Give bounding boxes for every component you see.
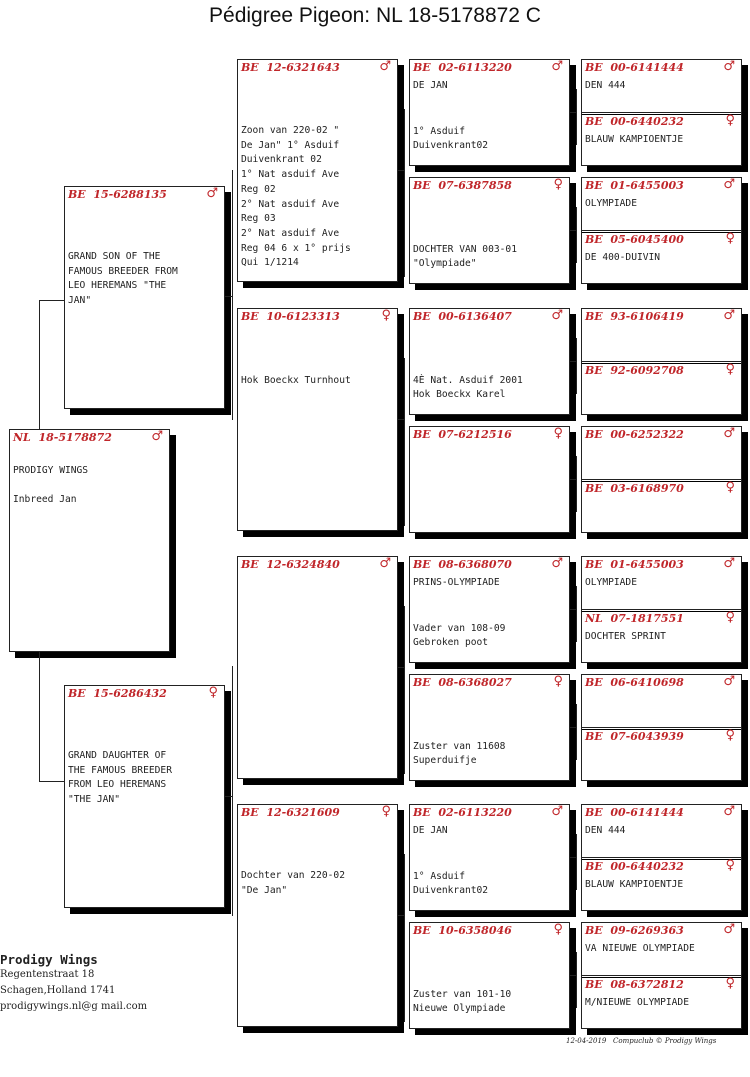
connector-line — [39, 781, 64, 782]
connector-line — [398, 915, 404, 916]
gen4-divider — [582, 112, 741, 113]
sex-symbol: ♀ — [725, 113, 735, 128]
mother-card — [64, 685, 225, 908]
grandparent-card — [237, 59, 398, 282]
gen4-name: DOCHTER SPRINT — [585, 631, 666, 642]
gen4-pair-card — [581, 556, 742, 663]
connector-line — [39, 652, 40, 782]
gen4-male — [582, 427, 741, 479]
page-title: Pédigree Pigeon: NL 18-5178872 C — [209, 4, 541, 27]
father-text: FAMOUS BREEDER FROM — [68, 265, 178, 277]
sex-symbol: ♀ — [553, 674, 563, 689]
owner-address: Regentenstraat 18 — [0, 969, 95, 980]
ring-number: BE 12-6321643 — [241, 61, 340, 74]
ring-number: BE 08-6372812 — [585, 978, 684, 991]
connector-line — [570, 112, 576, 113]
great-grandparent-card — [409, 922, 570, 1029]
sex-symbol: ♀ — [381, 804, 391, 819]
ring-number: BE 00-6440232 — [585, 860, 684, 873]
ggp-note: Zuster van 11608 — [413, 740, 506, 752]
ggp-note: Duivenkrant02 — [413, 885, 489, 897]
gen4-pair-card — [581, 308, 742, 415]
sex-symbol: ♀ — [553, 426, 563, 441]
grandparent-text: Hok Boeckx Turnhout — [241, 375, 351, 386]
sex-symbol: ♀ — [381, 308, 391, 323]
father-text: JAN" — [68, 295, 92, 307]
gen4-divider — [582, 609, 741, 610]
grandparent-card — [237, 308, 398, 531]
grandparent-text: Duivenkrant 02 — [241, 154, 322, 166]
subject-text: Inbreed Jan — [13, 494, 77, 506]
connector-line — [570, 727, 576, 728]
sex-symbol: ♂ — [723, 177, 735, 192]
gen4-pair-card — [581, 426, 742, 533]
connector-line — [39, 300, 40, 430]
gen4-divider — [582, 479, 741, 480]
grandparent-text: 1° Nat asduif Ave — [241, 169, 340, 181]
gen4-name: VA NIEUWE OLYMPIADE — [585, 943, 695, 954]
gen4-divider — [582, 230, 741, 231]
gen4-female — [582, 611, 741, 663]
grandparent-text: Qui 1/1214 — [241, 257, 299, 269]
ring-number: BE 10-6123313 — [241, 310, 340, 323]
ggp-name: DE JAN — [413, 80, 448, 91]
gen4-male — [582, 923, 741, 975]
sex-symbol: ♂ — [379, 556, 391, 571]
gen4-male — [582, 178, 741, 230]
sex-symbol: ♂ — [551, 59, 563, 74]
great-grandparent-card — [409, 426, 570, 533]
connector-line — [576, 704, 577, 760]
ring-number: BE 15-6288135 — [68, 188, 167, 201]
ggp-note: 1° Asduif — [413, 125, 465, 137]
father-text: GRAND SON OF THE — [68, 251, 161, 262]
sex-symbol: ♀ — [725, 858, 735, 873]
connector-line — [404, 109, 405, 277]
ring-number: BE 12-6324840 — [241, 558, 340, 571]
gen4-name: DE 400-DUIVIN — [585, 252, 661, 263]
gen4-female — [582, 729, 741, 781]
connector-line — [576, 207, 577, 263]
connector-line — [576, 456, 577, 512]
ggp-note: Gebroken poot — [413, 637, 489, 649]
gen4-female — [582, 232, 741, 284]
sex-symbol: ♀ — [553, 922, 563, 937]
sex-symbol: ♂ — [551, 556, 563, 571]
ring-number: BE 01-6455003 — [585, 558, 684, 571]
connector-line — [576, 338, 577, 394]
mother-text: FROM LEO HEREMANS — [68, 779, 167, 791]
gen4-female — [582, 977, 741, 1029]
connector-line — [232, 666, 233, 916]
mother-text: "THE JAN" — [68, 794, 120, 806]
sex-symbol: ♂ — [723, 922, 735, 937]
ring-number: BE 12-6321609 — [241, 806, 340, 819]
gen4-female — [582, 481, 741, 533]
connector-line — [404, 606, 405, 774]
connector-line — [39, 300, 64, 301]
ring-number: BE 15-6286432 — [68, 687, 167, 700]
sex-symbol: ♂ — [551, 804, 563, 819]
father-text: LEO HEREMANS "THE — [68, 280, 167, 292]
connector-line — [576, 952, 577, 1008]
ggp-note: Zuster van 101-10 — [413, 988, 512, 1000]
gen4-male — [582, 557, 741, 609]
sex-symbol: ♂ — [206, 186, 218, 201]
great-grandparent-card — [409, 177, 570, 284]
connector-line — [576, 89, 577, 145]
sex-symbol: ♀ — [208, 685, 218, 700]
ggp-name: DE JAN — [413, 825, 448, 836]
grandparent-text: Dochter van 220-02 — [241, 870, 345, 881]
connector-line — [570, 479, 576, 480]
connector-line — [225, 796, 232, 797]
mother-text: GRAND DAUGHTER OF — [68, 750, 167, 761]
gen4-name: M/NIEUWE OLYMPIADE — [585, 997, 689, 1008]
ggp-name: PRINS-OLYMPIADE — [413, 577, 500, 588]
ring-number: BE 00-6252322 — [585, 428, 684, 441]
sex-symbol: ♀ — [725, 362, 735, 377]
gen4-divider — [582, 857, 741, 858]
ring-number: BE 02-6113220 — [413, 61, 512, 74]
gen4-male — [582, 309, 741, 361]
connector-line — [225, 296, 232, 297]
ggp-note: DOCHTER VAN 003-01 — [413, 243, 517, 255]
gen4-divider — [582, 727, 741, 728]
connector-line — [570, 230, 576, 231]
sex-symbol: ♂ — [723, 59, 735, 74]
sex-symbol: ♂ — [151, 429, 163, 444]
gen4-pair-card — [581, 177, 742, 284]
ring-number: BE 00-6440232 — [585, 115, 684, 128]
gen4-divider — [582, 361, 741, 362]
ring-number: BE 05-6045400 — [585, 233, 684, 246]
gen4-name: OLYMPIADE — [585, 577, 637, 588]
gen4-pair-card — [581, 674, 742, 781]
sex-symbol: ♂ — [723, 804, 735, 819]
connector-line — [570, 609, 576, 610]
grandparent-text: Reg 04 6 x 1° prijs — [241, 242, 351, 254]
gen4-name: OLYMPIADE — [585, 198, 637, 209]
connector-line — [570, 361, 576, 362]
connector-line — [404, 358, 405, 526]
grandparent-card — [237, 556, 398, 779]
ring-number: BE 06-6410698 — [585, 676, 684, 689]
sex-symbol: ♀ — [725, 610, 735, 625]
gen4-name: BLAUW KAMPIOENTJE — [585, 879, 684, 890]
connector-line — [232, 170, 233, 420]
gen4-name: DEN 444 — [585, 80, 626, 91]
ring-number: BE 93-6106419 — [585, 310, 684, 323]
ring-number: BE 07-6212516 — [413, 428, 512, 441]
gen4-female — [582, 859, 741, 911]
owner-city: Schagen,Holland 1741 — [0, 985, 116, 996]
sex-symbol: ♀ — [553, 177, 563, 192]
sex-symbol: ♂ — [723, 426, 735, 441]
ggp-note: Duivenkrant02 — [413, 140, 489, 152]
gen4-female — [582, 114, 741, 166]
grandparent-text: Reg 02 — [241, 183, 276, 195]
connector-line — [398, 667, 404, 668]
gen4-male — [582, 675, 741, 727]
gen4-name: DEN 444 — [585, 825, 626, 836]
gen4-pair-card — [581, 59, 742, 166]
great-grandparent-card — [409, 804, 570, 911]
ggp-note: 4È Nat. Asduif 2001 — [413, 374, 523, 386]
grandparent-text: "De Jan" — [241, 884, 288, 896]
gen4-name: BLAUW KAMPIOENTJE — [585, 134, 684, 145]
sex-symbol: ♂ — [379, 59, 391, 74]
ring-number: NL 18-5178872 — [13, 431, 112, 444]
sex-symbol: ♀ — [725, 976, 735, 991]
ring-number: NL 07-1817551 — [585, 612, 684, 625]
ring-number: BE 08-6368027 — [413, 676, 512, 689]
grandparent-card — [237, 804, 398, 1027]
ring-number: BE 08-6368070 — [413, 558, 512, 571]
grandparent-text: 2° Nat asduif Ave — [241, 227, 340, 239]
connector-line — [398, 170, 404, 171]
ggp-note: Vader van 108-09 — [413, 622, 506, 634]
sex-symbol: ♂ — [723, 556, 735, 571]
ring-number: BE 00-6141444 — [585, 806, 684, 819]
father-card — [64, 186, 225, 409]
subject-text: PRODIGY WINGS — [13, 465, 89, 476]
sex-symbol: ♀ — [725, 231, 735, 246]
great-grandparent-card — [409, 674, 570, 781]
ggp-note: Hok Boeckx Karel — [413, 389, 506, 401]
ring-number: BE 01-6455003 — [585, 179, 684, 192]
mother-text: THE FAMOUS BREEDER — [68, 764, 172, 776]
ring-number: BE 00-6136407 — [413, 310, 512, 323]
connector-line — [404, 854, 405, 1022]
ring-number: BE 07-6043939 — [585, 730, 684, 743]
sex-symbol: ♀ — [725, 480, 735, 495]
owner-name: Prodigy Wings — [0, 952, 98, 967]
gen4-pair-card — [581, 804, 742, 911]
ggp-note: "Olympiade" — [413, 258, 477, 270]
ring-number: BE 09-6269363 — [585, 924, 684, 937]
great-grandparent-card — [409, 59, 570, 166]
sex-symbol: ♀ — [725, 728, 735, 743]
subject-card — [9, 429, 170, 652]
grandparent-text: De Jan" 1° Asduif — [241, 139, 340, 151]
connector-line — [570, 857, 576, 858]
connector-line — [576, 586, 577, 642]
ggp-note: Nieuwe Olympiade — [413, 1003, 506, 1015]
sex-symbol: ♂ — [723, 308, 735, 323]
ring-number: BE 10-6358046 — [413, 924, 512, 937]
grandparent-text: Zoon van 220-02 " — [241, 125, 340, 136]
great-grandparent-card — [409, 556, 570, 663]
gen4-male — [582, 60, 741, 112]
gen4-pair-card — [581, 922, 742, 1029]
ring-number: BE 00-6141444 — [585, 61, 684, 74]
connector-line — [570, 975, 576, 976]
ring-number: BE 03-6168970 — [585, 482, 684, 495]
connector-line — [398, 419, 404, 420]
footer-credit: 12-04-2019 Compuclub © Prodigy Wings — [566, 1037, 717, 1045]
grandparent-text: 2° Nat asduif Ave — [241, 198, 340, 210]
grandparent-text: Reg 03 — [241, 213, 276, 225]
sex-symbol: ♂ — [723, 674, 735, 689]
gen4-divider — [582, 975, 741, 976]
ggp-note: Superduifje — [413, 755, 477, 767]
gen4-female — [582, 363, 741, 415]
sex-symbol: ♂ — [551, 308, 563, 323]
great-grandparent-card — [409, 308, 570, 415]
ggp-note: 1° Asduif — [413, 870, 465, 882]
owner-block — [0, 952, 147, 1015]
owner-email: prodigywings.nl@g mail.com — [0, 1001, 148, 1012]
ring-number: BE 92-6092708 — [585, 364, 684, 377]
gen4-male — [582, 805, 741, 857]
connector-line — [576, 834, 577, 890]
ring-number: BE 02-6113220 — [413, 806, 512, 819]
ring-number: BE 07-6387858 — [413, 179, 512, 192]
